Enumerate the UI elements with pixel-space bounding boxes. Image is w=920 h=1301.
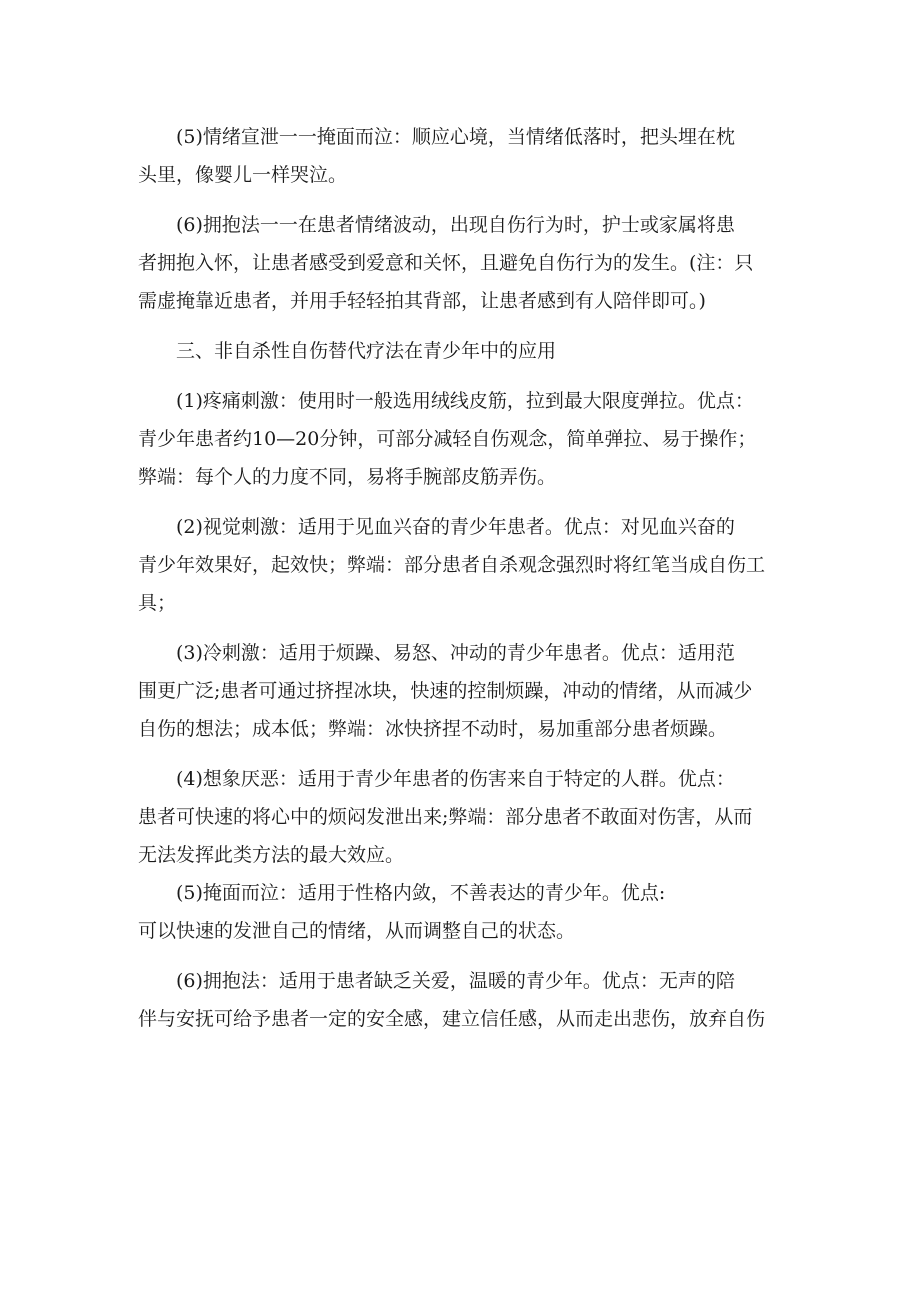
document-page	[138, 118, 798, 1038]
text-line: 具；	[138, 592, 177, 614]
text-line: 可以快速的发泄自己的情绪，从而调整自己的状态。	[138, 920, 576, 942]
text-line: (5)情绪宣泄一一掩面而泣：顺应心境，当情绪低落时，把头埋在枕	[176, 126, 735, 148]
text-line: 头里，像婴儿一样哭泣。	[138, 164, 348, 186]
text-line: (2)视觉刺激：适用于见血兴奋的青少年患者。优点：对见血兴奋的	[176, 516, 735, 538]
text-line: 弊端：每个人的力度不同，易将手腕部皮筋弄伤。	[138, 466, 557, 488]
text-line: 需虚掩靠近患者，并用手轻轻拍其背部，让患者感到有人陪伴即可。)	[138, 290, 706, 312]
text-line: 自伤的想法；成本低；弊端：冰快挤捏不动时，易加重部分患者烦躁。	[138, 718, 728, 740]
paragraph-imagined-aversion	[138, 760, 798, 874]
text-line: 青少年患者约10—20分钟，可部分减轻自伤观念，简单弹拉、易于操作；	[138, 428, 757, 450]
text-line: 围更广泛;患者可通过挤捏冰块，快速的控制烦躁，冲动的情绪，从而减少	[138, 680, 753, 702]
text-line: (6)拥抱法：适用于患者缺乏关爱，温暖的青少年。优点：无声的陪	[176, 970, 735, 992]
paragraph-pain-stimulus	[138, 382, 798, 496]
paragraph-emotion-release	[138, 118, 798, 194]
paragraph-visual-stimulus	[138, 508, 798, 622]
text-line: 者拥抱入怀，让患者感受到爱意和关怀，且避免自伤行为的发生。(注：只	[138, 252, 754, 274]
section-heading: 三、非自杀性自伤替代疗法在青少年中的应用	[176, 340, 557, 362]
text-line: (6)拥抱法一一在患者情绪波动，出现自伤行为时，护士或家属将患	[176, 214, 735, 236]
text-line: 无法发挥此类方法的最大效应。	[138, 844, 405, 866]
paragraph-hug-method-teen	[138, 962, 798, 1038]
text-line: (5)掩面而泣：适用于性格内敛，不善表达的青少年。优点:	[176, 882, 666, 904]
paragraph-cover-face-cry	[138, 874, 798, 950]
text-line: (4)想象厌恶：适用于青少年患者的伤害来自于特定的人群。优点：	[176, 768, 735, 790]
paragraph-hug-method	[138, 206, 798, 320]
text-line: 患者可快速的将心中的烦闷发泄出来;弊端：部分患者不敢面对伤害，从而	[138, 806, 753, 828]
text-line: (1)疼痛刺激：使用时一般选用绒线皮筋，拉到最大限度弹拉。优点：	[176, 390, 754, 412]
paragraph-cold-stimulus	[138, 634, 798, 748]
text-line: (3)冷刺激：适用于烦躁、易怒、冲动的青少年患者。优点：适用范	[176, 642, 735, 664]
text-line: 伴与安抚可给予患者一定的安全感，建立信任感，从而走出悲伤，放弃自伤	[138, 1008, 766, 1030]
text-line: 青少年效果好，起效快；弊端：部分患者自杀观念强烈时将红笔当成自伤工	[138, 554, 766, 576]
